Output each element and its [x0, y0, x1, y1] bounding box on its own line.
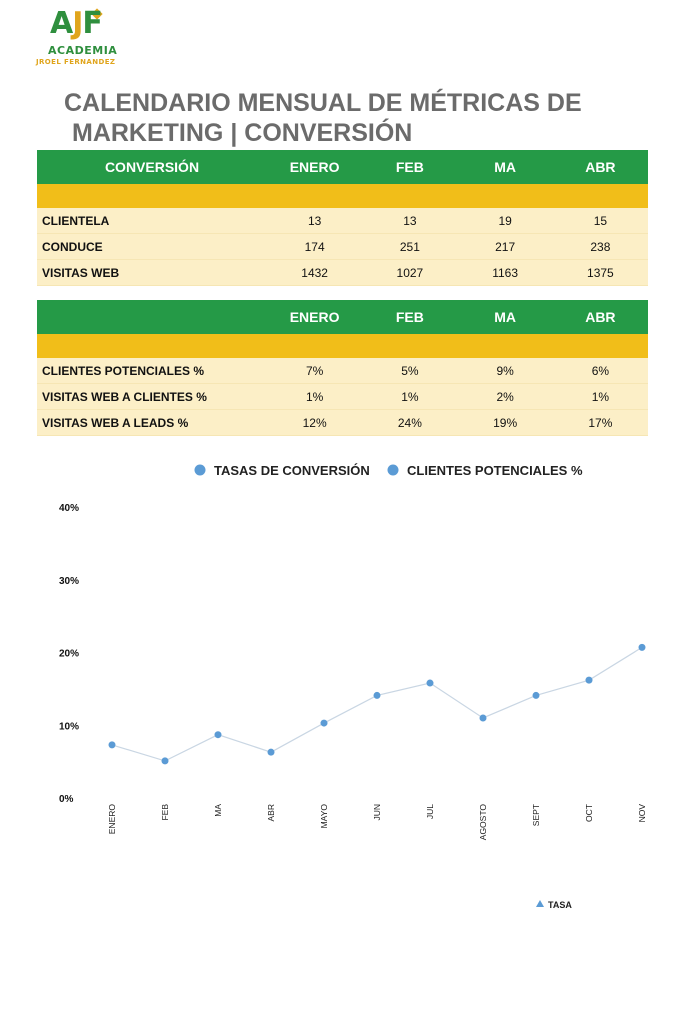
row-label: VISITAS WEB A CLIENTES %	[37, 384, 267, 410]
table-cell: 6%	[553, 358, 648, 384]
data-point	[215, 731, 222, 738]
header-cell	[37, 300, 267, 334]
table-cell: 2%	[458, 384, 553, 410]
data-point	[427, 680, 434, 687]
table-cell: 174	[267, 234, 362, 260]
title-line-1: CALENDARIO MENSUAL DE MÉTRICAS DE	[64, 89, 582, 117]
row-label: CONDUCE	[37, 234, 267, 260]
table-cell: 251	[362, 234, 457, 260]
y-tick-label: 10%	[59, 721, 80, 733]
bottom-legend-marker	[536, 900, 544, 907]
row-label: CLIENTELA	[37, 208, 267, 234]
row-label: CLIENTES POTENCIALES %	[37, 358, 267, 384]
table-cell: 5%	[362, 358, 457, 384]
x-tick-label: OCT	[584, 804, 594, 822]
table-header-row	[37, 300, 648, 334]
table-cell: 1432	[267, 260, 362, 286]
table-row	[37, 410, 648, 436]
data-point	[533, 692, 540, 699]
table-cell: 1027	[362, 260, 457, 286]
data-point	[321, 720, 328, 727]
bottom-legend-label: TASA	[548, 900, 572, 910]
x-tick-label: NOV	[637, 804, 647, 823]
header-cell: FEB	[362, 150, 457, 184]
x-tick-label: ENERO	[107, 804, 117, 835]
x-tick-label: JUL	[425, 804, 435, 820]
table-cell: 1%	[553, 384, 648, 410]
table-cell: 13	[362, 208, 457, 234]
header-cell: ABR	[553, 300, 648, 334]
legend-marker	[195, 465, 206, 476]
table-cell: 9%	[458, 358, 553, 384]
conversion-table	[37, 150, 648, 286]
table-cell: 1163	[458, 260, 553, 286]
table-cell: 24%	[362, 410, 457, 436]
data-point	[586, 677, 593, 684]
table-cell: 217	[458, 234, 553, 260]
x-tick-label: MA	[213, 804, 223, 817]
table-row	[37, 358, 648, 384]
percentage-table	[37, 300, 648, 436]
logo-monogram: AJF	[50, 6, 102, 41]
table-cell: 1%	[362, 384, 457, 410]
table-cell: 19%	[458, 410, 553, 436]
header-cell: MA	[458, 300, 553, 334]
data-point	[268, 749, 275, 756]
title-line-2: MARKETING | CONVERSIÓN	[72, 119, 413, 147]
table-cell: 1%	[267, 384, 362, 410]
table-cell: 7%	[267, 358, 362, 384]
data-point	[374, 692, 381, 699]
x-tick-label: MAYO	[319, 804, 329, 829]
accent-row	[37, 184, 648, 208]
row-label: VISITAS WEB A LEADS %	[37, 410, 267, 436]
conversion-line-chart	[37, 450, 649, 920]
table-cell: 1375	[553, 260, 648, 286]
y-tick-label: 30%	[59, 575, 80, 587]
header-cell: CONVERSIÓN	[37, 150, 267, 184]
header-cell: ENERO	[267, 300, 362, 334]
y-tick-label: 20%	[59, 648, 80, 660]
x-tick-label: ABR	[266, 804, 276, 822]
table-cell: 19	[458, 208, 553, 234]
table-row	[37, 384, 648, 410]
legend-label: TASAS DE CONVERSIÓN	[214, 463, 370, 478]
data-point	[639, 644, 646, 651]
x-tick-label: SEPT	[531, 804, 541, 827]
table-cell: 238	[553, 234, 648, 260]
table-row	[37, 234, 648, 260]
header-cell: ABR	[553, 150, 648, 184]
header-cell: ENERO	[267, 150, 362, 184]
table-row	[37, 208, 648, 234]
data-point	[109, 741, 116, 748]
legend-marker	[388, 465, 399, 476]
header-cell: MA	[458, 150, 553, 184]
x-tick-label: AGOSTO	[478, 804, 488, 841]
data-point	[162, 757, 169, 764]
logo-subtitle: JROEL FERNANDEZ	[36, 58, 116, 66]
series-line	[112, 647, 642, 760]
table-cell: 17%	[553, 410, 648, 436]
table-cell: 12%	[267, 410, 362, 436]
row-label: VISITAS WEB	[37, 260, 267, 286]
table-cell: 13	[267, 208, 362, 234]
x-tick-label: FEB	[160, 804, 170, 821]
academy-logo	[36, 6, 116, 64]
accent-row	[37, 334, 648, 358]
table-cell: 15	[553, 208, 648, 234]
x-tick-label: JUN	[372, 804, 382, 821]
logo-name: ACADEMIA	[48, 44, 118, 57]
legend-label: CLIENTES POTENCIALES %	[407, 463, 583, 478]
table-row	[37, 260, 648, 286]
y-tick-label: 40%	[59, 503, 80, 514]
header-cell: FEB	[362, 300, 457, 334]
y-tick-label: 0%	[59, 794, 74, 805]
page-title	[64, 88, 664, 148]
table-header-row	[37, 150, 648, 184]
chart-svg	[37, 450, 649, 920]
data-point	[480, 714, 487, 721]
